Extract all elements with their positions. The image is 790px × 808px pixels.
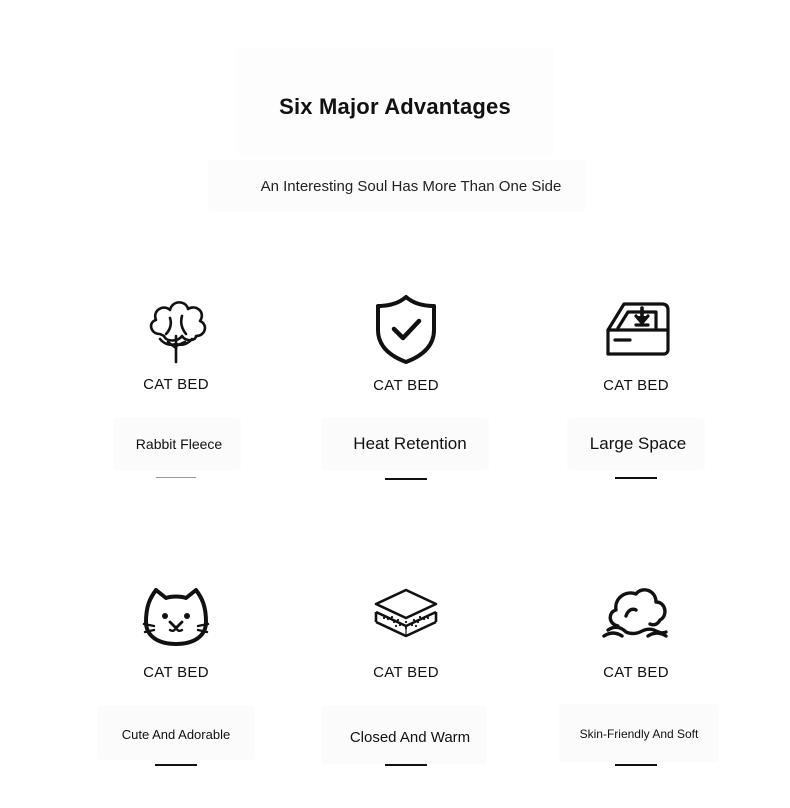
- feature-name: Cute And Adorable: [121, 726, 231, 742]
- feature-card-cute-and-adorable: [61, 578, 291, 808]
- feature-card-rabbit-fleece: [61, 290, 291, 520]
- feature-name: Large Space: [589, 434, 687, 453]
- cloud-hands-icon: [596, 580, 676, 650]
- feature-underline: [385, 478, 427, 480]
- feature-underline: [155, 764, 197, 766]
- feature-card-heat-retention: [291, 290, 521, 520]
- feature-name: Heat Retention: [353, 434, 467, 453]
- title-panel: [236, 48, 554, 156]
- feature-card-closed-and-warm: [291, 578, 521, 808]
- cat-face-icon: [136, 580, 216, 650]
- box-download-icon: [596, 296, 676, 366]
- feature-card-large-space: [521, 290, 751, 520]
- feature-category: CAT BED: [143, 376, 209, 393]
- feature-category: CAT BED: [143, 664, 209, 681]
- feature-card-skin-friendly-and-soft: [521, 578, 751, 808]
- feature-underline: [385, 764, 427, 766]
- feature-name-panel: [113, 418, 241, 470]
- feature-underline: [615, 764, 657, 766]
- feature-name: Skin-Friendly And Soft: [579, 727, 699, 741]
- cotton-icon: [136, 296, 216, 366]
- layers-icon: [366, 582, 446, 652]
- feature-name: Rabbit Fleece: [135, 436, 223, 452]
- feature-name-panel: [321, 418, 489, 470]
- feature-name-panel: [321, 706, 487, 764]
- feature-underline: [615, 477, 657, 479]
- feature-category: CAT BED: [603, 377, 669, 394]
- page-subtitle: An Interesting Soul Has More Than One Side: [260, 177, 562, 195]
- page-title: Six Major Advantages: [279, 94, 511, 119]
- feature-name-panel: [559, 704, 719, 762]
- subtitle-panel: [208, 160, 586, 212]
- feature-underline: [156, 477, 196, 478]
- feature-category: CAT BED: [373, 664, 439, 681]
- feature-category: CAT BED: [373, 377, 439, 394]
- shield-check-icon: [366, 294, 446, 364]
- feature-name: Closed And Warm: [349, 728, 471, 746]
- feature-name-panel: [97, 706, 255, 760]
- feature-name-panel: [567, 418, 705, 470]
- feature-category: CAT BED: [603, 664, 669, 681]
